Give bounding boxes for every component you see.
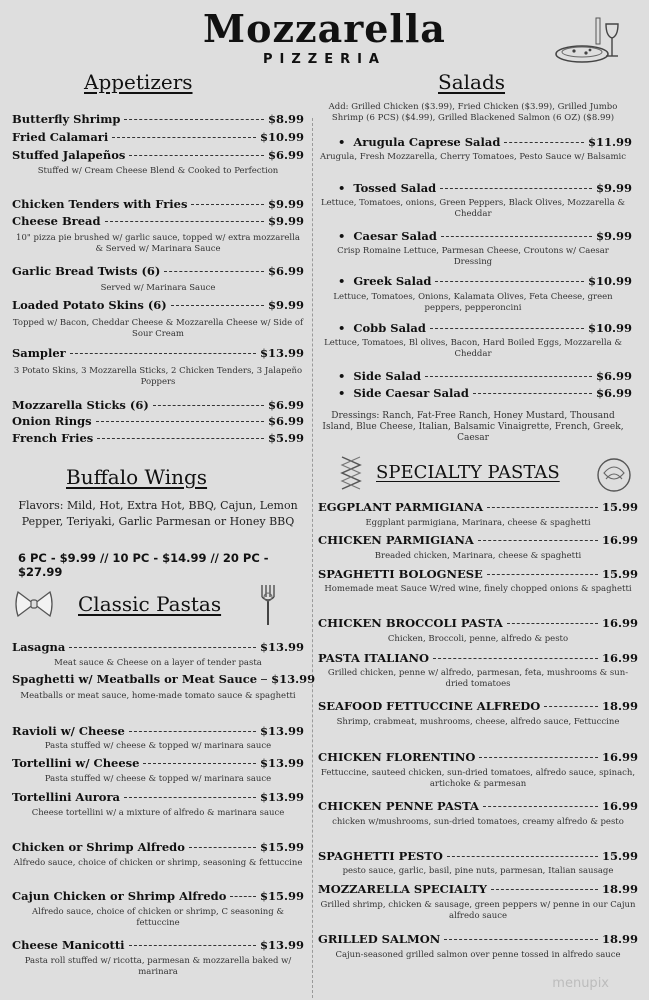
dotted-leader [447,856,598,857]
dotted-leader [164,271,264,272]
item-description: Meat sauce & Cheese on a layer of tender pasta [54,658,262,668]
classic-item [12,756,304,770]
specialty-pastas-title: SPECIALTY PASTAS [376,462,560,483]
dotted-leader [153,405,264,406]
item-description: Crisp Romaine Lettuce, Parmesan Cheese, Croutons w/ Caesar Dressing [337,246,609,267]
item-name: PASTA ITALIANO [318,651,430,665]
dotted-leader [430,328,584,329]
item-name: EGGPLANT PARMIGIANA [318,500,484,514]
item-name: Spaghetti w/ Meatballs or Meat Sauce [12,672,258,686]
item-price: $13.99 [259,724,304,738]
item-name: Tortellini Aurora [12,790,120,804]
item-price: $13.99 [259,756,304,770]
item-name: Fried Calamari [12,130,109,144]
item-description: Pasta stuffed w/ cheese & topped w/ marinara sauce [44,741,272,751]
appetizers-item [12,431,304,445]
item-price: $9.99 [267,214,304,228]
item-description: Stuffed w/ Cream Cheese Blend & Cooked to Perfection [37,166,279,176]
item-name: Cheese Bread [12,214,101,228]
item-name: Butterfly Shrimp [12,112,121,126]
salads-item [338,229,632,243]
salads-item [338,181,632,195]
item-description: Alfredo sauce, choice of chicken or shrimp, C seasoning & fettuccine [32,907,284,928]
item-price: 15.99 [601,500,638,514]
specialty-item [318,651,638,665]
item-name: SPAGHETTI PESTO [318,849,443,863]
item-price: 18.99 [601,699,638,713]
item-name: • Side Caesar Salad [353,386,469,400]
item-price: $15.99 [259,840,304,854]
item-price: 18.99 [601,932,638,946]
item-description: Lettuce, Tomatoes, onions, Green Peppers, Black Olives, Mozzarella & Cheddar [321,198,625,219]
item-price: $6.99 [267,398,304,412]
item-name: • Greek Salad [353,274,432,288]
item-name: Cajun Chicken or Shrimp Alfredo [12,889,227,903]
item-price: $9.99 [267,197,304,211]
item-description: Meatballs or meat sauce, home-made tomato sauce & spaghetti [20,691,296,701]
item-price: $10.99 [259,130,304,144]
item-name: • Arugula Caprese Salad [353,135,501,149]
item-description: Grilled shrimp, chicken & sausage, green peppers w/ penne in our Cajun alfredo sauce [320,900,636,921]
item-name: Cheese Manicotti [12,938,125,952]
spaghetti-bowl-icon [594,455,634,495]
item-name: • Tossed Salad [353,181,437,195]
item-description: pesto sauce, garlic, basil, pine nuts, parmesan, Italian sausage [342,866,614,876]
dotted-leader [261,679,267,680]
classic-item [12,938,304,952]
dotted-leader [143,763,256,764]
appetizers-item [12,112,304,126]
item-name: Chicken Tenders with Fries [12,197,188,211]
item-price: $10.99 [587,321,632,335]
salads-item [338,386,632,400]
salads-item [338,369,632,383]
item-description: Arugula, Fresh Mozzarella, Cherry Tomatoes, Pesto Sauce w/ Balsamic [319,152,627,162]
specialty-item [318,849,638,863]
item-description: Cajun-seasoned grilled salmon over penne tossed in alfredo sauce [335,950,621,960]
item-name: MOZZARELLA SPECIALTY [318,882,487,896]
item-name: • Caesar Salad [353,229,437,243]
fork-pasta-icon [256,583,282,627]
dotted-leader [129,945,256,946]
item-price: $6.99 [595,369,632,383]
item-name: Ravioli w/ Cheese [12,724,125,738]
item-price: $6.99 [267,264,304,278]
salads-title: Salads [438,70,506,94]
item-price: $13.99 [259,790,304,804]
item-description: Lettuce, Tomatoes, Onions, Kalamata Olives, Feta Cheese, green peppers, pepperoncini [333,292,613,313]
buffalo-wings-title: Buffalo Wings [66,465,208,489]
item-price: $13.99 [271,672,316,686]
item-description: Lettuce, Tomatoes, Bl olives, Bacon, Hard Boiled Eggs, Mozzarella & Cheddar [324,338,622,359]
item-name: Stuffed Jalapeños [12,148,126,162]
dotted-leader [105,221,264,222]
wings-flavors: Flavors: Mild, Hot, Extra Hot, BBQ, Cajun, Lemon Pepper, Teriyaki, Garlic Parmesan or Honey BBQ [18,499,298,528]
item-description: Fettuccine, sauteed chicken, sun-dried tomatoes, alfredo sauce, spinach, artichoke & parmesan [320,768,636,789]
dotted-leader [189,847,256,848]
appetizers-item [12,214,304,228]
item-price: $13.99 [259,346,304,360]
classic-item [12,790,304,804]
item-price: 16.99 [601,651,638,665]
classic-item [12,840,304,854]
item-price: $9.99 [267,298,304,312]
specialty-item [318,882,638,896]
item-description: Breaded chicken, Marinara, cheese & spaghetti [374,551,582,561]
bowtie-pasta-icon [14,588,54,620]
appetizers-title: Appetizers [84,70,193,94]
dotted-leader [504,142,584,143]
dotted-leader [124,119,264,120]
pasta-twist-icon [336,455,366,491]
specialty-item [318,932,638,946]
classic-item [12,889,304,903]
dotted-leader [440,188,592,189]
item-price: $5.99 [267,431,304,445]
brand-subtitle: PIZZERIA [262,52,386,67]
wings-prices: 6 PC - $9.99 // 10 PC - $14.99 // 20 PC - $27.99 [18,551,269,579]
item-price: $13.99 [259,938,304,952]
classic-item [12,724,304,738]
item-description: Alfredo sauce, choice of chicken or shrimp, seasoning & fettuccine [13,858,303,868]
item-name: Loaded Potato Skins (6) [12,298,167,312]
dotted-leader [97,438,264,439]
pizza-wine-icon [552,14,628,66]
dotted-leader [479,757,598,758]
item-name: GRILLED SALMON [318,932,441,946]
item-description: Grilled chicken, penne w/ alfredo, parmesan, feta, mushrooms & sun-dried tomatoes [327,668,629,689]
dotted-leader [70,353,256,354]
salads-add-ons: Add: Grilled Chicken ($3.99), Fried Chicken ($3.99), Grilled Jumbo Shrimp (6 PCS) ($4.99), Grilled Blackened Salmon (6 OZ) ($8.99) [328,102,618,123]
dotted-leader [433,658,598,659]
item-description: Homemade meat Sauce W/red wine, finely chopped onions & spaghetti [324,584,632,594]
item-price: $8.99 [267,112,304,126]
salads-item [338,274,632,288]
item-name: CHICKEN PARMIGIANA [318,533,474,547]
dotted-leader [230,896,256,897]
dotted-leader [487,507,598,508]
item-name: CHICKEN PENNE PASTA [318,799,479,813]
item-price: 16.99 [601,616,638,630]
appetizers-item [12,130,304,144]
item-name: SPAGHETTI BOLOGNESE [318,567,483,581]
dotted-leader [507,623,598,624]
item-name: Onion Rings [12,414,92,428]
item-price: $9.99 [595,229,632,243]
item-description: 3 Potato Skins, 3 Mozzarella Sticks, 2 Chicken Tenders, 3 Jalapeño Poppers [13,366,303,387]
dotted-leader [491,889,598,890]
dotted-leader [124,797,256,798]
item-price: $6.99 [595,386,632,400]
classic-item [12,640,304,654]
item-price: 16.99 [601,799,638,813]
appetizers-item [12,414,304,428]
item-price: $9.99 [595,181,632,195]
appetizers-item [12,197,304,211]
item-name: Garlic Bread Twists (6) [12,264,161,278]
item-name: French Fries [12,431,94,445]
specialty-item [318,567,638,581]
appetizers-item [12,298,304,312]
appetizers-item [12,398,304,412]
watermark: menupix [552,976,609,991]
item-description: Topped w/ Bacon, Cheddar Cheese & Mozzarella Cheese w/ Side of Sour Cream [12,318,304,339]
dotted-leader [444,939,598,940]
item-price: $10.99 [587,274,632,288]
item-description: Shrimp, crabmeat, mushrooms, cheese, alfredo sauce, Fettuccine [336,717,620,727]
dotted-leader [435,281,584,282]
dotted-leader [544,706,598,707]
item-description: Chicken, Broccoli, penne, alfredo & pesto [387,634,569,644]
item-name: Tortellini w/ Cheese [12,756,140,770]
item-name: SEAFOOD FETTUCCINE ALFREDO [318,699,541,713]
column-divider [312,118,313,998]
item-description: Pasta stuffed w/ cheese & topped w/ marinara sauce [44,774,272,784]
item-price: 15.99 [601,849,638,863]
item-name: CHICKEN BROCCOLI PASTA [318,616,503,630]
item-description: Eggplant parmigiana, Marinara, cheese & spaghetti [365,518,591,528]
item-description: Cheese tortellini w/ a mixture of alfredo & marinara sauce [31,808,285,818]
item-price: $13.99 [259,640,304,654]
specialty-item [318,699,638,713]
item-description: Pasta roll stuffed w/ ricotta, parmesan & mozzarella baked w/ marinara [24,956,292,977]
specialty-item [318,500,638,514]
item-description: Served w/ Marinara Sauce [100,283,216,293]
dotted-leader [129,731,256,732]
dotted-leader [129,155,264,156]
item-price: 16.99 [601,750,638,764]
dotted-leader [487,574,598,575]
specialty-item [318,616,638,630]
specialty-item [318,533,638,547]
item-price: 16.99 [601,533,638,547]
dotted-leader [171,305,264,306]
item-name: Chicken or Shrimp Alfredo [12,840,185,854]
dotted-leader [483,806,598,807]
item-name: Sampler [12,346,66,360]
item-description: chicken w/mushrooms, sun-dried tomatoes, creamy alfredo & pesto [332,817,624,827]
dotted-leader [96,421,264,422]
item-name: CHICKEN FLORENTINO [318,750,476,764]
dotted-leader [441,236,592,237]
item-price: 15.99 [601,567,638,581]
item-price: $6.99 [267,148,304,162]
item-price: 18.99 [601,882,638,896]
item-price: $15.99 [259,889,304,903]
dotted-leader [425,376,592,377]
salad-dressings: Dressings: Ranch, Fat-Free Ranch, Honey Mustard, Thousand Island, Blue Cheese, Italian, Balsamic Vinaigrette, French, Greek, Caesar [322,411,624,443]
specialty-item [318,799,638,813]
item-price: $6.99 [267,414,304,428]
dotted-leader [473,393,592,394]
dotted-leader [191,204,264,205]
classic-pastas-title: Classic Pastas [78,592,222,616]
brand-name: Mozzarella [203,6,446,51]
dotted-leader [69,647,256,648]
appetizers-item [12,148,304,162]
salads-item [338,135,632,149]
specialty-item [318,750,638,764]
dotted-leader [112,137,256,138]
salads-item [338,321,632,335]
appetizers-item [12,264,304,278]
appetizers-item [12,346,304,360]
item-name: • Cobb Salad [353,321,426,335]
item-price: $11.99 [587,135,632,149]
dotted-leader [478,540,598,541]
item-name: • Side Salad [353,369,422,383]
item-description: 10" pizza pie brushed w/ garlic sauce, topped w/ extra mozzarella & Served w/ Marinara Sauce [16,233,300,254]
item-name: Mozzarella Sticks (6) [12,398,149,412]
item-name: Lasagna [12,640,66,654]
classic-item [12,672,316,686]
